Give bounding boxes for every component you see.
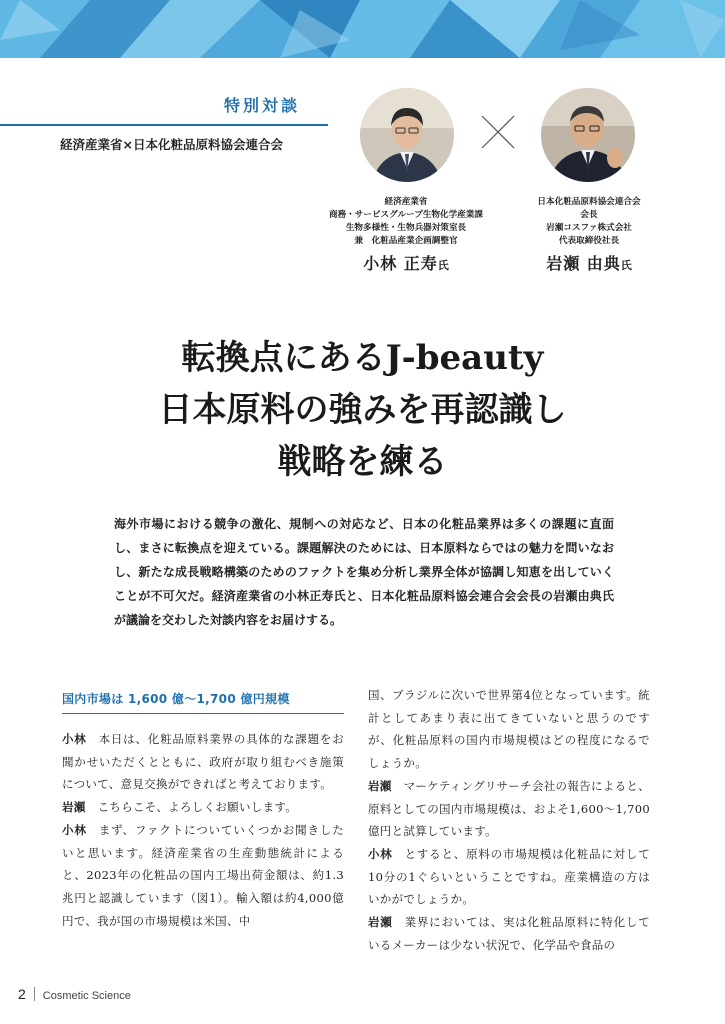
person-caption-iwase <box>498 196 680 276</box>
caption-line: 会長 <box>580 210 598 220</box>
caption-line: 経済産業省 <box>384 197 428 207</box>
section-heading: 国内市場は 1,600 億〜1,700 億円規模 <box>62 688 344 714</box>
speaker-label: 小林 <box>62 822 87 837</box>
speaker-label: 岩瀬 <box>62 800 86 815</box>
dialogue-paragraph <box>62 819 344 933</box>
footer-divider <box>34 987 35 1001</box>
headline-line: 戦略を練る <box>277 442 448 482</box>
caption-line: 日本化粧品原料協会連合会 <box>537 197 641 207</box>
speaker-label: 岩瀬 <box>368 915 393 930</box>
portrait-iwase <box>541 88 635 182</box>
headline-line: 日本原料の強みを再認識し <box>158 390 567 430</box>
geometric-pattern <box>0 0 725 58</box>
caption-line: 岩瀬コスファ株式会社 <box>546 223 632 233</box>
dialogue-text: 本日は、化粧品原料業界の具体的な課題をお聞かせいただくとともに、政府が取り組むべき施策について、意見交換ができればと考えております。 <box>62 732 344 792</box>
body-column-left <box>62 684 344 932</box>
dialogue-paragraph <box>368 843 650 911</box>
dialogue-paragraph <box>62 728 344 796</box>
body-column-right <box>368 684 650 956</box>
magazine-name: Cosmetic Science <box>42 990 131 1002</box>
dialogue-text: 業界においては、実は化粧品原料に特化しているメーカーは少ない状況で、化学品や食品の <box>368 915 650 952</box>
dialogue-text: 国、ブラジルに次いで世界第4位となっています。統計としてあまり表に出てきていないと思うのですが、化粧品原料の国内市場規模はどの程度になるでしょうか。 <box>368 688 650 771</box>
speaker-label: 小林 <box>368 846 393 861</box>
dialogue-paragraph <box>368 775 650 843</box>
dialogue-text: とすると、原料の市場規模は化粧品に対して10分の1ぐらいということですね。産業構造の方はいかがでしょうか。 <box>368 846 650 907</box>
dialogue-text: マーケティングリサーチ会社の報告によると、原料としての国内市場規模は、およそ1,600〜1,700億円と試算しています。 <box>368 778 650 839</box>
honorific: 氏 <box>437 259 449 272</box>
speaker-label: 岩瀬 <box>368 778 392 793</box>
caption-line: 商務・サービスグループ生物化学産業課 <box>328 210 483 220</box>
person-name <box>306 254 506 276</box>
cross-icon <box>479 113 517 151</box>
feature-tag: 特別対談 <box>224 96 301 115</box>
tag-underline <box>0 124 328 126</box>
page-number: 2 <box>18 986 26 1002</box>
dialogue-paragraph <box>368 911 650 956</box>
header-band <box>0 0 725 58</box>
person-name <box>498 254 680 276</box>
speaker-label: 小林 <box>62 732 87 746</box>
dialogue-subtitle: 経済産業省×日本化粧品原料協会連合会 <box>60 137 283 152</box>
article-headline <box>60 332 665 488</box>
honorific: 氏 <box>620 259 632 272</box>
name-text: 小林 正寿 <box>363 254 438 273</box>
dialogue-paragraph <box>62 796 344 819</box>
name-text: 岩瀬 由典 <box>546 254 621 273</box>
dialogue-paragraph <box>368 684 650 775</box>
dialogue-text: まず、ファクトについていくつかお聞きしたいと思います。経済産業省の生産動態統計によると、2023年の化粧品の国内工場出荷金額は、約1.3兆円と認識しています（図1）。輸入額は約4,000億円で、我が国の市場規模は米国、中 <box>62 822 344 928</box>
caption-line: 兼 化粧品産業企画調整官 <box>354 236 458 246</box>
lead-paragraph: 海外市場における競争の激化、規制への対応など、日本の化粧品業界は多くの課題に直面し、まさに転換点を迎えている。課題解決のためには、日本原料ならではの魅力を問いなおし、新たな成長戦略構築のためのファクトを集め分析し業界全体が協調し知恵を出していくことが不可欠だ。経済産業省の小林正寿氏と、日本化粧品原料協会連合会会長の岩瀬由典氏が議論を交わした対談内容をお届けする。 <box>114 517 614 627</box>
page-footer <box>18 986 131 1002</box>
person-caption-kobayashi <box>306 196 506 276</box>
portrait-kobayashi <box>360 88 454 182</box>
caption-line: 代表取締役社長 <box>558 236 620 246</box>
dialogue-text: こちらこそ、よろしくお願いします。 <box>97 800 298 815</box>
headline-line: 転換点にあるJ-beauty <box>181 338 544 378</box>
caption-line: 生物多様性・生物兵器対策室長 <box>345 223 467 233</box>
